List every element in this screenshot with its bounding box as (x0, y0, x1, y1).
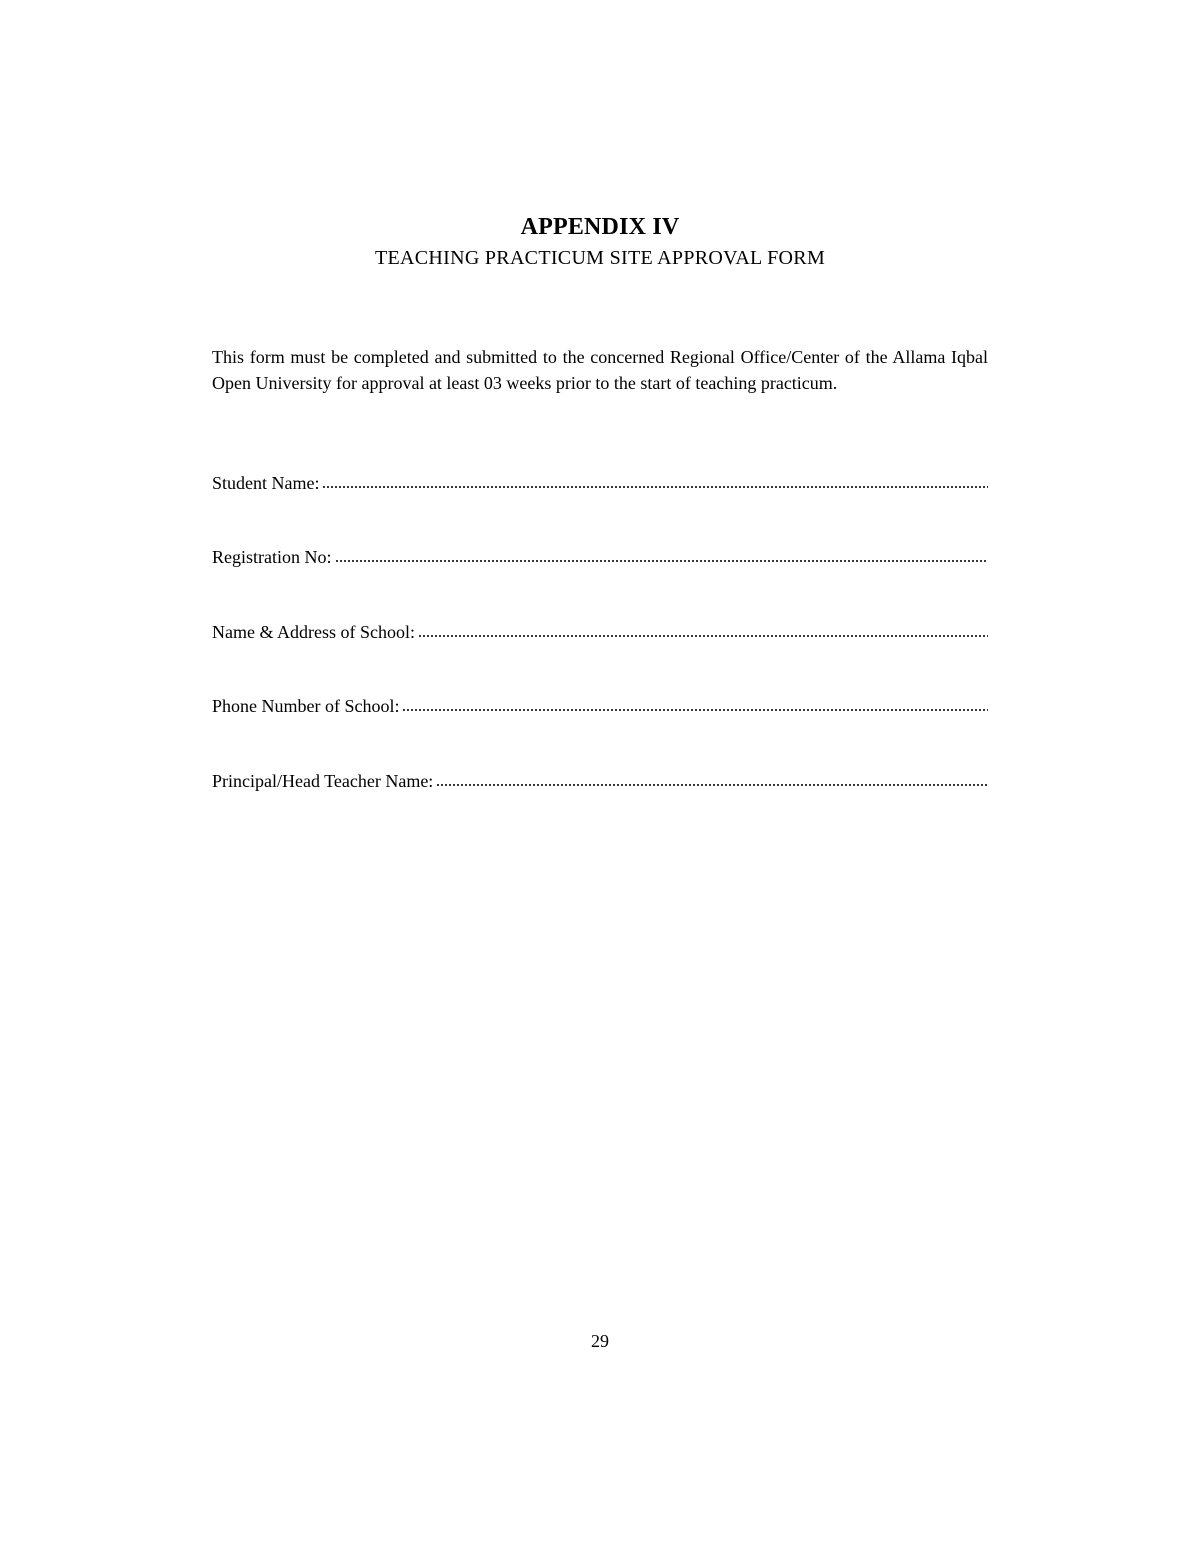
registration-no-dotted-line[interactable] (335, 559, 989, 563)
intro-paragraph: This form must be completed and submitted to the concerned Regional Office/Center of the Allama Iqbal Open University for approval at least 03 weeks prior to the start of teaching practicum. (212, 347, 988, 393)
page-number: 29 (591, 1331, 609, 1351)
principal-name-label: Principal/Head Teacher Name: (212, 771, 434, 791)
principal-name-field[interactable] (212, 766, 988, 792)
school-phone-field[interactable] (212, 691, 988, 717)
school-name-address-dotted-line[interactable] (418, 634, 988, 638)
school-name-address-label: Name & Address of School: (212, 622, 415, 642)
student-name-label: Student Name: (212, 473, 320, 493)
appendix-title: APPENDIX IV (520, 214, 680, 240)
school-phone-dotted-line[interactable] (402, 708, 988, 712)
student-name-field[interactable] (212, 468, 988, 494)
school-name-address-field[interactable] (212, 617, 988, 643)
school-phone-label: Phone Number of School: (212, 696, 400, 716)
registration-no-label: Registration No: (212, 547, 332, 567)
form-title: TEACHING PRACTICUM SITE APPROVAL FORM (374, 247, 826, 269)
principal-name-dotted-line[interactable] (436, 783, 988, 787)
registration-no-field[interactable] (212, 542, 988, 568)
student-name-dotted-line[interactable] (322, 485, 988, 489)
